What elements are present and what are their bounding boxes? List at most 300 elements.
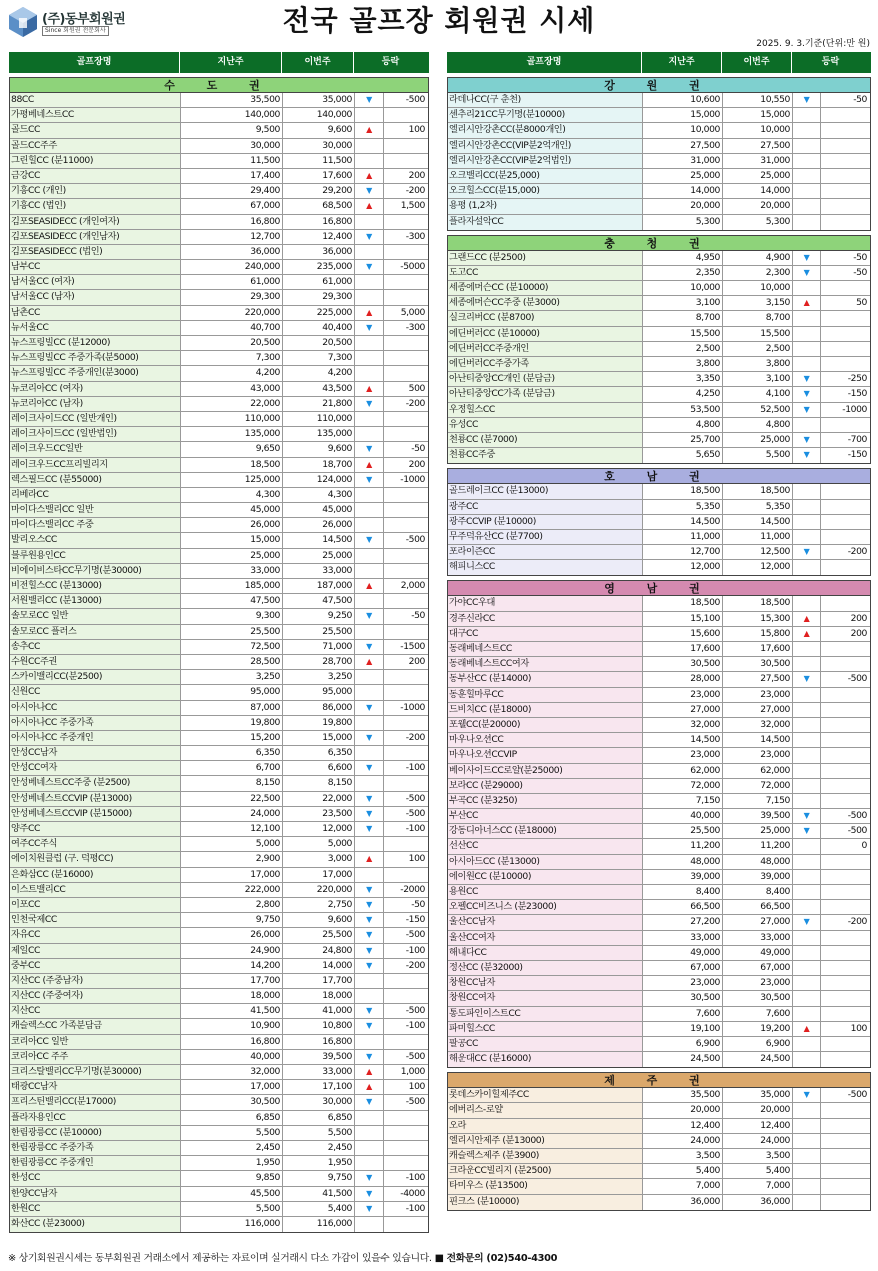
course-name: 베이사이드CC로얄(분25000)	[448, 764, 643, 778]
this-week-price: 17,000	[283, 868, 355, 882]
this-week-price: 48,000	[723, 855, 793, 869]
trend-icon: ▼	[355, 792, 384, 806]
last-week-price: 2,500	[643, 342, 723, 356]
trend-icon: ▼	[355, 944, 384, 958]
last-week-price: 19,100	[643, 1022, 723, 1036]
change-value	[821, 657, 870, 671]
this-week-price: 43,500	[283, 382, 355, 396]
course-name: 렉스필드CC (분55000)	[10, 473, 181, 487]
last-week-price: 5,500	[181, 1202, 283, 1216]
table-row	[10, 458, 428, 473]
trend-icon	[793, 688, 821, 702]
change-value	[384, 625, 428, 639]
this-week-price: 10,800	[283, 1019, 355, 1033]
course-name: 보라CC (분29000)	[448, 779, 643, 793]
course-name: 레이크사이드CC (일반개인)	[10, 412, 181, 426]
change-value: -500	[405, 1050, 425, 1062]
last-week-price: 30,500	[181, 1095, 283, 1109]
change-value	[384, 290, 428, 304]
course-name: 여주CC주식	[10, 837, 181, 851]
this-week-price: 17,100	[283, 1080, 355, 1094]
change-value	[821, 855, 870, 869]
trend-icon	[793, 839, 821, 853]
last-week-price: 25,000	[181, 549, 283, 563]
table-row	[10, 974, 428, 989]
table-row	[10, 579, 428, 594]
change-value	[384, 139, 428, 153]
table-row	[448, 748, 870, 763]
header-this-week: 이번주	[722, 52, 792, 73]
table-row	[448, 976, 870, 991]
change-value: -200	[405, 397, 425, 409]
change-value: -500	[405, 1096, 425, 1108]
table-row	[448, 596, 870, 611]
change-value: -150	[847, 449, 867, 461]
trend-icon	[355, 776, 384, 790]
last-week-price: 5,300	[643, 215, 723, 230]
trend-icon	[355, 336, 384, 350]
course-name: 발리오스CC	[10, 533, 181, 547]
this-week-price: 11,500	[283, 154, 355, 168]
last-week-price: 2,800	[181, 898, 283, 912]
last-week-price: 7,600	[643, 1007, 723, 1021]
course-name: 중부CC	[10, 959, 181, 973]
table-row	[448, 688, 870, 703]
course-name: 이포CC	[10, 898, 181, 912]
course-name: 가평베네스트CC	[10, 108, 181, 122]
course-name: 스카이밸리CC(분2500)	[10, 670, 181, 684]
trend-icon	[793, 900, 821, 914]
trend-icon: ▼	[355, 321, 384, 335]
change-value: -500	[847, 673, 867, 685]
course-name: 마이다스밸리CC 일반	[10, 503, 181, 517]
change-value	[821, 123, 870, 137]
this-week-price: 25,000	[723, 433, 793, 447]
change-value: 100	[850, 1022, 867, 1034]
table-row	[448, 612, 870, 627]
this-week-price: 30,500	[723, 657, 793, 671]
trend-icon: ▲	[793, 1022, 821, 1036]
change-value: -700	[847, 433, 867, 445]
region-title: 충 청 권	[448, 236, 870, 251]
course-name: 엘리시안강촌CC(분8000개인)	[448, 123, 643, 137]
this-week-price: 4,300	[283, 488, 355, 502]
course-name: 서원밸리CC (분13000)	[10, 594, 181, 608]
change-value: -1500	[400, 640, 425, 652]
course-name: 창원CC남자	[448, 976, 643, 990]
course-name: 수원CC주권	[10, 655, 181, 669]
last-week-price: 25,500	[643, 824, 723, 838]
last-week-price: 17,400	[181, 169, 283, 183]
course-name: 에이원CC (분10000)	[448, 870, 643, 884]
table-row	[448, 779, 870, 794]
last-week-price: 20,500	[181, 336, 283, 350]
change-value: 200	[408, 655, 425, 667]
last-week-price: 31,000	[643, 154, 723, 168]
trend-icon: ▼	[355, 883, 384, 897]
last-week-price: 5,350	[643, 500, 723, 514]
change-value	[384, 245, 428, 259]
table-row	[448, 327, 870, 342]
this-week-price: 140,000	[283, 108, 355, 122]
table-row	[448, 1007, 870, 1022]
last-week-price: 4,300	[181, 488, 283, 502]
this-week-price: 19,800	[283, 716, 355, 730]
table-row	[10, 154, 428, 169]
course-name: 남서울CC (남자)	[10, 290, 181, 304]
trend-icon: ▲	[793, 627, 821, 641]
course-name: 태광CC남자	[10, 1080, 181, 1094]
table-row	[448, 809, 870, 824]
change-value	[384, 670, 428, 684]
course-name: 리베라CC	[10, 488, 181, 502]
last-week-price: 24,000	[643, 1134, 723, 1148]
this-week-price: 15,000	[283, 731, 355, 745]
table-row	[10, 473, 428, 488]
last-week-price: 41,500	[181, 1004, 283, 1018]
course-name: 그린힐CC (분11000)	[10, 154, 181, 168]
course-name: 한림광릉CC 주중가족	[10, 1141, 181, 1155]
change-value	[384, 488, 428, 502]
trend-icon: ▼	[793, 266, 821, 280]
this-week-price: 33,000	[283, 564, 355, 578]
this-week-price: 24,000	[723, 1134, 793, 1148]
trend-icon	[793, 794, 821, 808]
header-name: 골프장명	[9, 52, 180, 73]
table-row	[448, 433, 870, 448]
course-name: 이스트밸리CC	[10, 883, 181, 897]
table-row	[10, 366, 428, 381]
last-week-price: 110,000	[181, 412, 283, 426]
change-value: -200	[405, 731, 425, 743]
region-block	[447, 77, 871, 231]
table-row	[448, 1195, 870, 1210]
table-row	[10, 868, 428, 883]
last-week-price: 220,000	[181, 306, 283, 320]
trend-icon	[355, 549, 384, 563]
course-name: 에이치원클럽 (구. 덕평CC)	[10, 852, 181, 866]
table-row	[448, 764, 870, 779]
trend-icon	[793, 703, 821, 717]
this-week-price: 27,000	[723, 915, 793, 929]
table-row	[448, 403, 870, 418]
trend-icon: ▲	[355, 382, 384, 396]
trend-icon	[793, 123, 821, 137]
this-week-price: 3,000	[283, 852, 355, 866]
course-name: 지산CC	[10, 1004, 181, 1018]
course-name: 무주덕유산CC (분7700)	[448, 530, 643, 544]
change-value	[821, 342, 870, 356]
this-week-price: 6,900	[723, 1037, 793, 1051]
change-value	[821, 748, 870, 762]
this-week-price: 33,000	[723, 931, 793, 945]
last-week-price: 33,000	[181, 564, 283, 578]
this-week-price: 18,500	[723, 484, 793, 498]
trend-icon	[355, 366, 384, 380]
course-name: 마우나오션CC	[448, 733, 643, 747]
this-week-price: 28,700	[283, 655, 355, 669]
table-row	[10, 701, 428, 716]
change-value	[384, 215, 428, 229]
trend-icon: ▼	[355, 533, 384, 547]
table-row	[448, 281, 870, 296]
this-week-price: 30,000	[283, 1095, 355, 1109]
last-week-price: 1,950	[181, 1156, 283, 1170]
trend-icon	[355, 245, 384, 259]
trend-icon	[355, 625, 384, 639]
last-week-price: 10,000	[643, 123, 723, 137]
table-row	[10, 336, 428, 351]
last-week-price: 6,350	[181, 746, 283, 760]
table-row	[448, 642, 870, 657]
course-name: 부곡CC (분3250)	[448, 794, 643, 808]
this-week-price: 5,400	[723, 1164, 793, 1178]
course-name: 양주CC	[10, 822, 181, 836]
last-week-price: 12,000	[643, 560, 723, 575]
this-week-price: 7,150	[723, 794, 793, 808]
table-row	[10, 1187, 428, 1202]
trend-icon: ▲	[793, 296, 821, 310]
last-week-price: 15,200	[181, 731, 283, 745]
course-name: 울산CC여자	[448, 931, 643, 945]
change-value: -500	[405, 792, 425, 804]
trend-icon	[355, 518, 384, 532]
course-name: 도고CC	[448, 266, 643, 280]
table-row	[448, 515, 870, 530]
last-week-price: 3,250	[181, 670, 283, 684]
course-name: 엘리시안제주 (분13000)	[448, 1134, 643, 1148]
change-value	[821, 764, 870, 778]
trend-icon	[793, 357, 821, 371]
table-row	[448, 169, 870, 184]
this-week-price: 225,000	[283, 306, 355, 320]
this-week-price: 33,000	[283, 1065, 355, 1079]
last-week-price: 3,800	[643, 357, 723, 371]
course-name: 뉴스프링빌CC (분12000)	[10, 336, 181, 350]
trend-icon	[793, 642, 821, 656]
last-week-price: 12,400	[643, 1119, 723, 1133]
last-week-price: 5,000	[181, 837, 283, 851]
table-header	[9, 52, 429, 73]
change-value	[821, 418, 870, 432]
table-row	[10, 215, 428, 230]
last-week-price: 45,000	[181, 503, 283, 517]
course-name: 센추리21CC무기명(분10000)	[448, 108, 643, 122]
trend-icon: ▼	[793, 824, 821, 838]
course-name: 해운대CC (분16000)	[448, 1052, 643, 1067]
course-name: 경주신라CC	[448, 612, 643, 626]
last-week-price: 9,650	[181, 442, 283, 456]
change-value: -50	[853, 94, 867, 105]
last-week-price: 18,000	[181, 989, 283, 1003]
table-row	[448, 372, 870, 387]
last-week-price: 222,000	[181, 883, 283, 897]
trend-icon: ▼	[793, 672, 821, 686]
table-row	[448, 251, 870, 266]
change-value: -100	[405, 1172, 425, 1184]
change-value: -50	[853, 251, 867, 263]
trend-icon: ▲	[355, 199, 384, 213]
last-week-price: 15,600	[643, 627, 723, 641]
change-value	[821, 154, 870, 168]
this-week-price: 18,000	[283, 989, 355, 1003]
course-name: 한양CC남자	[10, 1187, 181, 1201]
trend-icon	[793, 1119, 821, 1133]
trend-icon	[355, 868, 384, 882]
table-row	[448, 296, 870, 311]
trend-icon: ▼	[355, 473, 384, 487]
this-week-price: 5,500	[283, 1126, 355, 1140]
last-week-price: 29,300	[181, 290, 283, 304]
region-block	[447, 580, 871, 1068]
course-name: 화산CC (분23000)	[10, 1217, 181, 1232]
table-row	[10, 1217, 428, 1232]
this-week-price: 12,400	[283, 230, 355, 244]
trend-icon	[355, 108, 384, 122]
course-name: 코리아CC 주주	[10, 1050, 181, 1064]
course-name: 에딘버러CC (분10000)	[448, 327, 643, 341]
trend-icon	[793, 1164, 821, 1178]
this-week-price: 9,750	[283, 1171, 355, 1185]
change-value	[821, 642, 870, 656]
table-row	[448, 657, 870, 672]
change-value: -500	[847, 810, 867, 822]
last-week-price: 2,450	[181, 1141, 283, 1155]
last-week-price: 23,000	[643, 748, 723, 762]
this-week-price: 2,450	[283, 1141, 355, 1155]
course-name: 솔모로CC 일반	[10, 609, 181, 623]
this-week-price: 25,000	[723, 824, 793, 838]
change-value	[821, 560, 870, 575]
change-value	[384, 549, 428, 563]
region-title: 제 주 권	[448, 1073, 870, 1088]
course-name: 가야CC우대	[448, 596, 643, 610]
this-week-price: 3,500	[723, 1149, 793, 1163]
table-row	[448, 839, 870, 854]
course-name: 골드CC	[10, 123, 181, 137]
this-week-price: 5,400	[283, 1202, 355, 1216]
change-value	[821, 215, 870, 230]
course-name: 신원CC	[10, 685, 181, 699]
course-name: 안성베네스트CC주중 (분2500)	[10, 776, 181, 790]
table-row	[10, 306, 428, 321]
trend-icon	[793, 1179, 821, 1193]
trend-icon	[355, 503, 384, 517]
course-name: 송추CC	[10, 640, 181, 654]
last-week-price: 10,900	[181, 1019, 283, 1033]
trend-icon	[355, 746, 384, 760]
last-week-price: 9,300	[181, 609, 283, 623]
course-name: 정산CC (분32000)	[448, 961, 643, 975]
region-block	[447, 235, 871, 465]
this-week-price: 26,000	[283, 518, 355, 532]
trend-icon	[355, 837, 384, 851]
this-week-price: 12,000	[723, 560, 793, 575]
course-name: 마우나오션CCVIP	[448, 748, 643, 762]
change-value	[821, 870, 870, 884]
last-week-price: 9,750	[181, 913, 283, 927]
trend-icon	[355, 275, 384, 289]
table-row	[448, 530, 870, 545]
change-value: -100	[405, 1020, 425, 1032]
last-week-price: 16,800	[181, 1035, 283, 1049]
trend-icon	[793, 1149, 821, 1163]
table-row	[10, 731, 428, 746]
change-value	[384, 776, 428, 790]
this-week-price: 9,600	[283, 123, 355, 137]
this-week-price: 95,000	[283, 685, 355, 699]
this-week-price: 7,000	[723, 1179, 793, 1193]
course-name: 드비치CC (분18000)	[448, 703, 643, 717]
trend-icon: ▲	[355, 1065, 384, 1079]
table-row	[448, 154, 870, 169]
this-week-price: 12,000	[283, 822, 355, 836]
course-name: 포웰CC(분20000)	[448, 718, 643, 732]
trend-icon	[355, 154, 384, 168]
trend-icon	[355, 716, 384, 730]
course-name: 엘리시안강촌CC(VIP분2억개인)	[448, 139, 643, 153]
this-week-price: 72,000	[723, 779, 793, 793]
last-week-price: 5,650	[643, 448, 723, 463]
this-week-price: 35,000	[723, 1088, 793, 1102]
this-week-price: 39,500	[723, 809, 793, 823]
last-week-price: 40,000	[181, 1050, 283, 1064]
header-this-week: 이번주	[282, 52, 354, 73]
trend-icon	[355, 351, 384, 365]
course-name: 뉴서울CC	[10, 321, 181, 335]
table-row	[10, 139, 428, 154]
last-week-price: 3,500	[643, 1149, 723, 1163]
this-week-price: 20,000	[723, 199, 793, 213]
course-name: 캐슬렉스제주 (분3900)	[448, 1149, 643, 1163]
change-value	[384, 974, 428, 988]
change-value	[821, 688, 870, 702]
change-value: 200	[850, 627, 867, 639]
table-row	[448, 108, 870, 123]
change-value	[821, 515, 870, 529]
last-week-price: 72,500	[181, 640, 283, 654]
course-name: 그랜드CC (분2500)	[448, 251, 643, 265]
disclaimer-text: ※ 상기회원권시세는 동부회원권 거래소에서 제공하는 자료이며 실거래시 다소 가감이 있을수 있습니다.	[8, 1253, 432, 1264]
course-name: 천룡CC (분7000)	[448, 433, 643, 447]
this-week-price: 9,600	[283, 913, 355, 927]
change-value	[384, 564, 428, 578]
change-value: 1,000	[400, 1066, 425, 1077]
course-name: 지산CC (주중여자)	[10, 989, 181, 1003]
this-week-price: 5,300	[723, 215, 793, 230]
trend-icon	[793, 733, 821, 747]
table-row	[448, 672, 870, 687]
table-row	[10, 913, 428, 928]
last-week-price: 25,000	[643, 169, 723, 183]
trend-icon	[793, 1052, 821, 1067]
last-week-price: 28,000	[643, 672, 723, 686]
last-week-price: 35,500	[643, 1088, 723, 1102]
table-row	[448, 545, 870, 560]
last-week-price: 11,200	[643, 839, 723, 853]
this-week-price: 15,000	[723, 108, 793, 122]
change-value	[821, 1164, 870, 1178]
last-week-price: 25,700	[643, 433, 723, 447]
table-row	[10, 1095, 428, 1110]
trend-icon	[793, 1007, 821, 1021]
change-value	[821, 357, 870, 371]
region-title: 수 도 권	[10, 78, 428, 93]
table-row	[10, 397, 428, 412]
this-week-price: 18,700	[283, 458, 355, 472]
trend-icon: ▼	[355, 640, 384, 654]
change-value: 100	[408, 124, 425, 136]
